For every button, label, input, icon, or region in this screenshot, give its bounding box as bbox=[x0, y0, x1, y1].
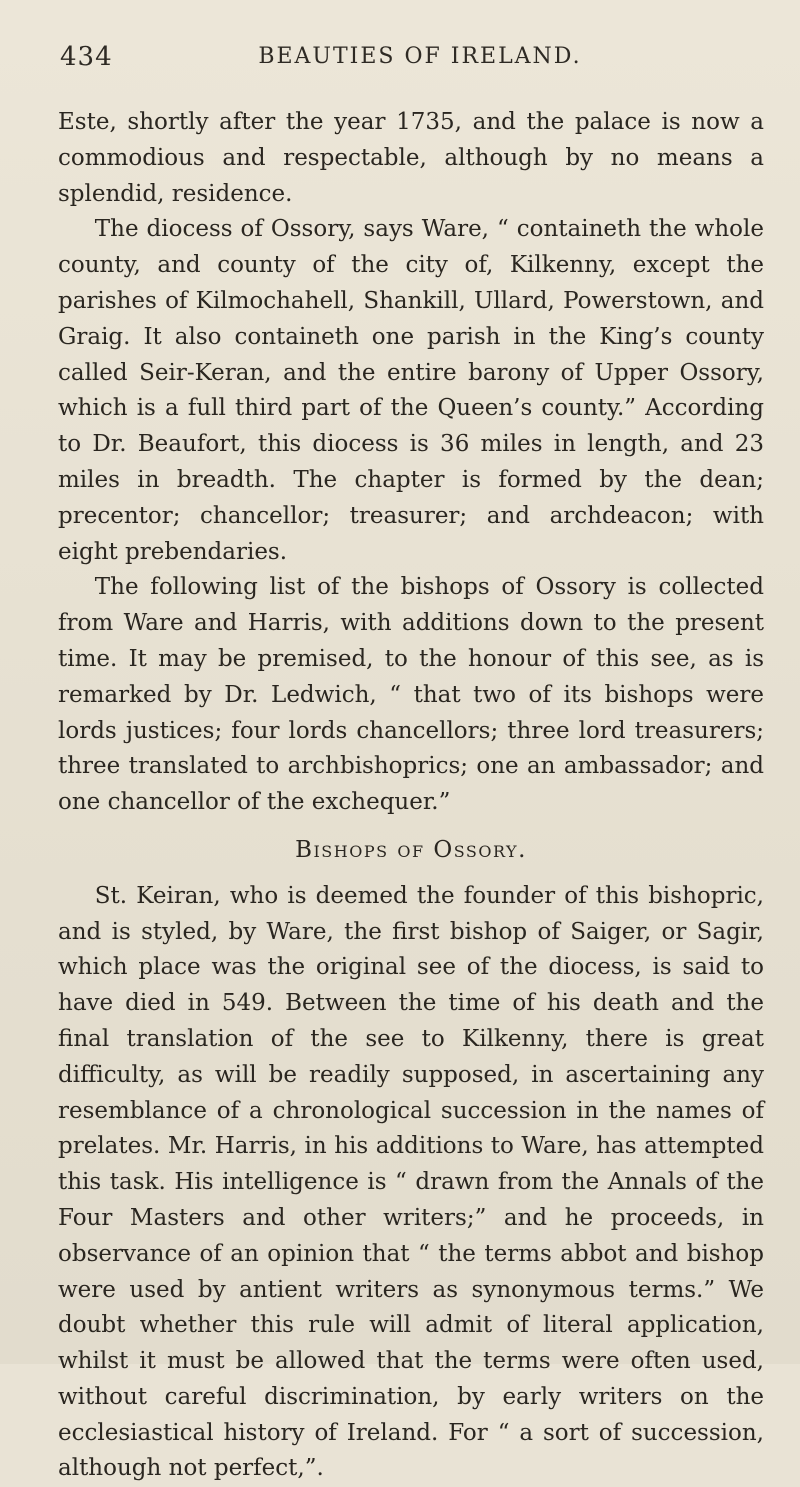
page-number: 434 bbox=[60, 42, 113, 72]
section-heading: Bishops of Ossory. bbox=[295, 836, 527, 863]
paragraph-1: Este, shortly after the year 1735, and the palace is now a commodious and respectable, although by no means a splendid, residence. bbox=[58, 109, 764, 207]
page-header bbox=[60, 42, 760, 78]
paragraph-3: The following list of the bishops of Ossory is collected from Ware and Harris, with additions down to the present time. It may be premised, to the honour of this see, as is remarked by Dr. Ledwich, “ that two of its bishops were lords justices; four lords chancellors; three lord treasurers; three translated to archbishoprics; one an ambassador; and one chancellor of the exchequer.” bbox=[58, 574, 764, 816]
paragraph-2: The diocess of Ossory, says Ware, “ containeth the whole county, and county of the city of, Kilkenny, except the parishes of Kilmochahell, Shankill, Ullard, Powerstown, and Graig. It also containeth one parish in the King’s county called Seir-Keran, and the entire barony of Upper Ossory, which is a full third part of the Queen’s county.” According to Dr. Beaufort, this diocess is 36 miles in length, and 23 miles in breadth. The chapter is formed by the dean; precentor; chancellor; treasurer; and archdeacon; with eight prebendaries. bbox=[58, 216, 764, 565]
running-title: BEAUTIES OF IRELAND. bbox=[258, 44, 582, 69]
paragraph-4: St. Keiran, who is deemed the founder of this bishopric, and is styled, by Ware, the first bishop of Saiger, or Sagir, which place was the original see of the diocess, is said to have died in 549. Between the time of his death and the final translation of the see to Kilkenny, there is great difficulty, as will be readily supposed, in ascertaining any resemblance of a chronological succession in the names of prelates. Mr. Harris, in his additions to Ware, has attempted this task. His intelligence is “ drawn from the Annals of the Four Masters and other writers;” and he proceeds, in observance of an opinion that “ the terms abbot and bishop were used by antient writers as synonymous terms.” We doubt whether this rule will admit of literal application, whilst it must be allowed that the terms were often used, without careful discrimination, by early writers on the ecclesiastical history of Ireland. For “ a sort of succession, although not perfect,”. bbox=[58, 882, 764, 1482]
body-text bbox=[58, 105, 764, 1487]
